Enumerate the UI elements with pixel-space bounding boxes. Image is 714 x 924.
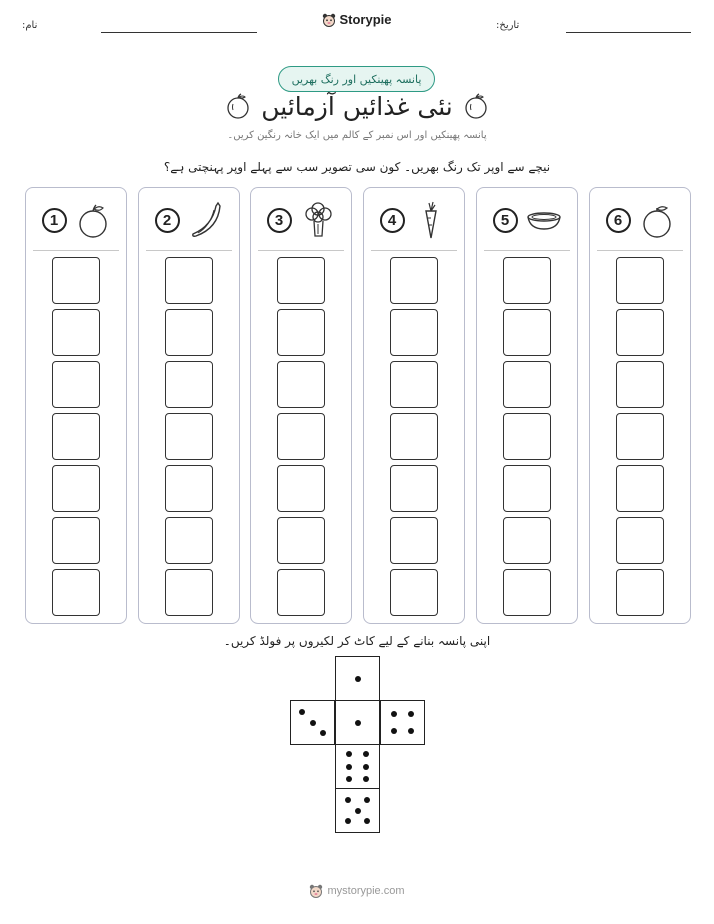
banana-icon — [188, 200, 224, 240]
column-number: 4 — [380, 208, 405, 233]
column-header — [26, 200, 126, 240]
color-box[interactable] — [503, 569, 551, 616]
color-box[interactable] — [390, 309, 438, 356]
die-pip — [391, 728, 397, 734]
die-pip — [408, 711, 414, 717]
die-face-4 — [380, 700, 425, 745]
color-box[interactable] — [52, 309, 100, 356]
color-box[interactable] — [390, 413, 438, 460]
color-box[interactable] — [616, 257, 664, 304]
color-box[interactable] — [52, 517, 100, 564]
die-pip — [310, 720, 316, 726]
die-face-6 — [335, 744, 380, 789]
die-pip — [408, 728, 414, 734]
color-box[interactable] — [52, 465, 100, 512]
column-header — [364, 200, 464, 240]
die-pip — [346, 776, 352, 782]
color-box[interactable] — [165, 361, 213, 408]
column-divider — [371, 250, 457, 251]
color-box[interactable] — [503, 309, 551, 356]
die-pip — [364, 797, 370, 803]
column-6 — [589, 187, 691, 624]
date-label: تاریخ: — [496, 20, 520, 31]
color-box[interactable] — [616, 309, 664, 356]
column-divider — [258, 250, 344, 251]
storypie-logo — [0, 12, 714, 27]
die-pip — [363, 776, 369, 782]
color-box[interactable] — [165, 465, 213, 512]
color-box[interactable] — [277, 257, 325, 304]
color-box[interactable] — [503, 413, 551, 460]
name-line[interactable] — [101, 32, 257, 33]
column-4 — [363, 187, 465, 624]
color-box[interactable] — [390, 465, 438, 512]
die-pip — [355, 808, 361, 814]
column-number: 3 — [267, 208, 292, 233]
die-pip — [364, 818, 370, 824]
color-box[interactable] — [503, 257, 551, 304]
die-pip — [355, 676, 361, 682]
fold-instruction: اپنی پانسہ بنانے کے لیے کاٹ کر لکیروں پر فولڈ کریں۔ — [223, 634, 491, 648]
column-3 — [250, 187, 352, 624]
apple-icon — [462, 92, 490, 120]
die-pip — [355, 720, 361, 726]
bear-icon — [309, 884, 323, 898]
column-header — [590, 200, 690, 240]
orange-icon — [639, 200, 675, 240]
die-pip — [299, 709, 305, 715]
subtitle: پانسہ پھینکیں اور اس نمبر کے کالم میں ایک خانہ رنگین کریں۔ — [227, 130, 487, 141]
bowl-icon — [526, 200, 562, 240]
color-box[interactable] — [165, 413, 213, 460]
die-pip — [320, 730, 326, 736]
column-1 — [25, 187, 127, 624]
color-box[interactable] — [503, 517, 551, 564]
color-box[interactable] — [616, 465, 664, 512]
date-line[interactable] — [566, 32, 691, 33]
die-pip — [346, 751, 352, 757]
die-face-5 — [335, 788, 380, 833]
die-pip — [345, 818, 351, 824]
color-box[interactable] — [390, 257, 438, 304]
column-number: 2 — [155, 208, 180, 233]
color-box[interactable] — [165, 569, 213, 616]
color-box[interactable] — [277, 465, 325, 512]
color-box[interactable] — [165, 257, 213, 304]
column-divider — [146, 250, 232, 251]
column-5 — [476, 187, 578, 624]
die-pip — [345, 797, 351, 803]
carrot-icon — [413, 200, 449, 240]
footer-url[interactable]: mystorypie.com — [327, 885, 405, 897]
color-box[interactable] — [165, 309, 213, 356]
page-title: نئی غذائیں آزمائیں — [261, 92, 453, 121]
color-box[interactable] — [52, 361, 100, 408]
broccoli-icon — [300, 200, 336, 240]
color-box[interactable] — [390, 361, 438, 408]
die-pip — [346, 764, 352, 770]
color-box[interactable] — [616, 517, 664, 564]
color-box[interactable] — [277, 361, 325, 408]
title-badge: پانسہ پھینکیں اور رنگ بھریں — [278, 66, 435, 92]
name-label: نام: — [22, 20, 38, 31]
color-box[interactable] — [616, 569, 664, 616]
column-divider — [484, 250, 570, 251]
column-number: 6 — [606, 208, 631, 233]
color-box[interactable] — [52, 413, 100, 460]
die-face-3 — [290, 700, 335, 745]
color-box[interactable] — [503, 465, 551, 512]
bear-icon — [322, 13, 336, 27]
color-box[interactable] — [616, 413, 664, 460]
column-header — [251, 200, 351, 240]
die-pip — [363, 751, 369, 757]
color-box[interactable] — [616, 361, 664, 408]
column-2 — [138, 187, 240, 624]
column-header — [477, 200, 577, 240]
column-divider — [597, 250, 683, 251]
instruction-text: نیچے سے اوپر تک رنگ بھریں۔ کون سی تصویر سب سے پہلے اوپر پہنچتی ہے؟ — [163, 160, 551, 174]
color-box[interactable] — [277, 413, 325, 460]
footer — [0, 884, 714, 898]
color-box[interactable] — [52, 257, 100, 304]
column-number: 1 — [42, 208, 67, 233]
die-pip — [363, 764, 369, 770]
color-box[interactable] — [277, 517, 325, 564]
die-face-1 — [335, 656, 380, 701]
color-box[interactable] — [165, 517, 213, 564]
logo-text: Storypie — [339, 12, 392, 27]
column-header — [139, 200, 239, 240]
color-box[interactable] — [52, 569, 100, 616]
color-box[interactable] — [277, 309, 325, 356]
apple-icon — [75, 200, 111, 240]
color-box[interactable] — [390, 517, 438, 564]
color-box[interactable] — [277, 569, 325, 616]
die-pip — [391, 711, 397, 717]
color-box[interactable] — [503, 361, 551, 408]
die-face-1 — [335, 700, 380, 745]
column-number: 5 — [493, 208, 518, 233]
color-box[interactable] — [390, 569, 438, 616]
column-divider — [33, 250, 119, 251]
